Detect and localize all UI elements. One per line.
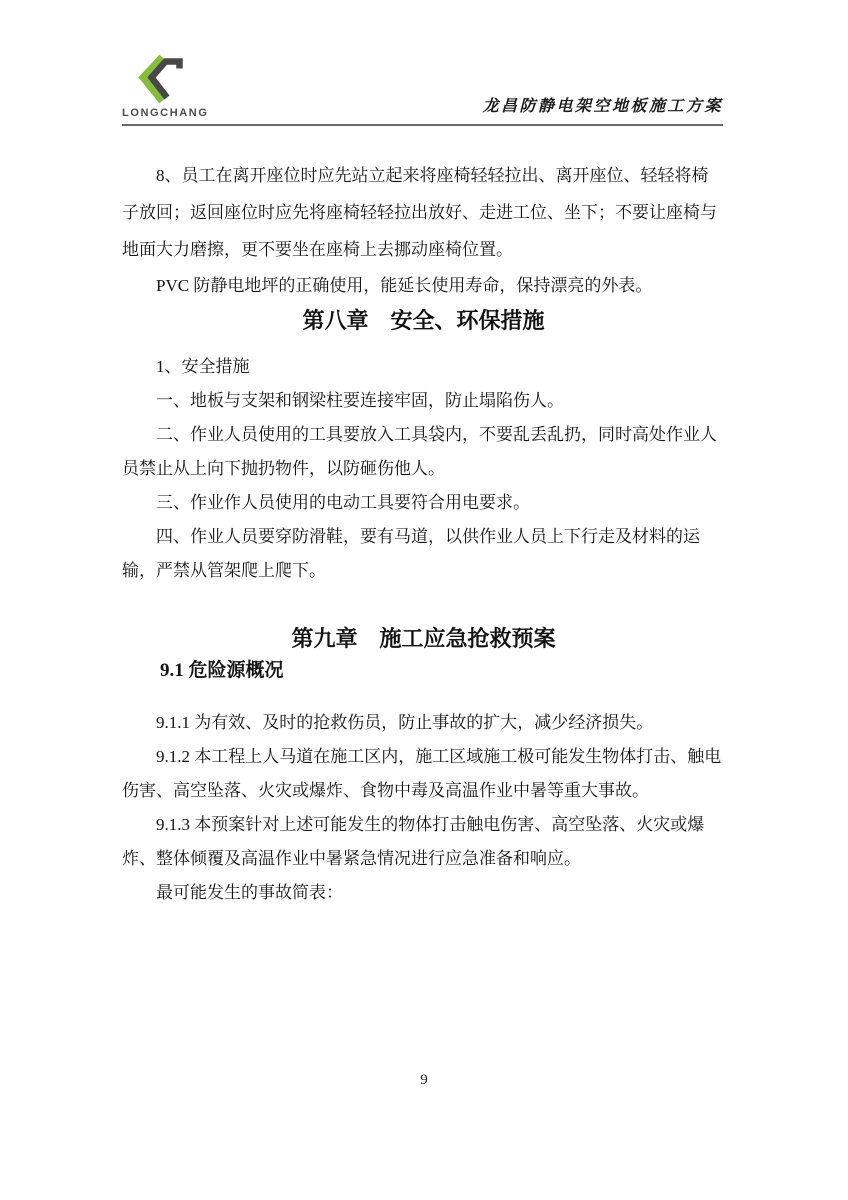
paragraph-pvc-floor: PVC 防静电地坪的正确使用，能延长使用寿命，保持漂亮的外表。 bbox=[156, 276, 653, 295]
paragraph-staff-chair-rules: 8、员工在离开座位时应先站立起来将座椅轻轻拉出、离开座位、轻轻将椅子放回；返回座位时应先将座椅轻轻拉出放好、走进工位、坐下；不要让座椅与地面大力磨擦，更不要坐在座椅上去挪动座椅位置。 bbox=[122, 166, 717, 259]
document-header-title: 龙昌防静电架空地板施工方案 bbox=[482, 98, 723, 115]
safety-measures-list bbox=[122, 350, 725, 588]
paragraph-9-1-3: 9.1.3 本预案针对上述可能发生的物体打击触电伤害、高空坠落、火灾或爆炸、整体倾覆及高温作业中暑紧急情况进行应急准备和响应。 bbox=[122, 815, 705, 868]
paragraph-9-1-1: 9.1.1 为有效、及时的抢救伤员，防止事故的扩大，减少经济损失。 bbox=[156, 713, 654, 732]
company-logo bbox=[122, 54, 209, 119]
safety-item-2: 二、作业人员使用的工具要放入工具袋内，不要乱丢乱扔，同时高处作业人员禁止从上向下抛扔物件，以防砸伤他人。 bbox=[122, 425, 717, 478]
chapter-9-heading: 第九章 施工应急抢救预案 bbox=[291, 626, 556, 651]
safety-item-1: 一、地板与支架和钢梁柱要连接牢固，防止塌陷伤人。 bbox=[156, 391, 564, 410]
document-body bbox=[122, 157, 725, 910]
safety-item-4: 四、作业人员要穿防滑鞋，要有马道，以供作业人员上下行走及材料的运输，严禁从管架爬上爬下。 bbox=[122, 527, 700, 580]
hazard-overview-paragraphs bbox=[122, 706, 725, 876]
page-header bbox=[122, 54, 723, 126]
longchang-logo-text: LONGCHANG bbox=[122, 107, 209, 119]
paragraph-9-1-2: 9.1.2 本工程上人马道在施工区内，施工区域施工极可能发生物体打击、触电伤害、高空坠落、火灾或爆炸、食物中毒及高温作业中暑等重大事故。 bbox=[122, 747, 722, 800]
safety-intro: 1、安全措施 bbox=[156, 357, 250, 376]
paragraph-accident-table-note: 最可能发生的事故简表： bbox=[156, 883, 343, 902]
longchang-logo-icon bbox=[130, 54, 188, 104]
safety-item-3: 三、作业作人员使用的电动工具要符合用电要求。 bbox=[156, 493, 530, 512]
section-9-1-heading: 9.1 危险源概况 bbox=[160, 660, 284, 681]
chapter-8-heading: 第八章 安全、环保措施 bbox=[302, 308, 545, 333]
page-footer bbox=[0, 1072, 848, 1089]
page-number: 9 bbox=[420, 1072, 428, 1088]
header-rule bbox=[122, 54, 723, 126]
